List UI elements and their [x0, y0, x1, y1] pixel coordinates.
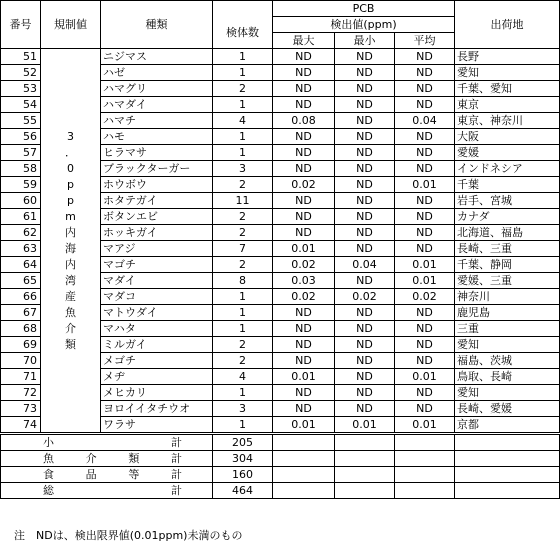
- value-max: ND: [273, 353, 335, 369]
- species-name: ブラックターガー: [101, 161, 213, 177]
- value-avg: ND: [395, 193, 455, 209]
- value-max: ND: [273, 65, 335, 81]
- value-min: ND: [335, 145, 395, 161]
- sample-count: 1: [213, 65, 273, 81]
- value-min: 0.02: [335, 289, 395, 305]
- sample-count: 1: [213, 385, 273, 401]
- sample-count: 1: [213, 417, 273, 434]
- row-number: 74: [1, 417, 41, 434]
- regulation-char: 介: [65, 321, 76, 335]
- species-name: マトウダイ: [101, 305, 213, 321]
- value-avg: ND: [395, 97, 455, 113]
- value-min: ND: [335, 241, 395, 257]
- total-label-char: 魚: [43, 452, 54, 465]
- value-min: ND: [335, 385, 395, 401]
- value-avg: ND: [395, 305, 455, 321]
- species-name: ヒラマサ: [101, 145, 213, 161]
- footnote: 注 NDは、検出限界値(0.01ppm)未満のもの: [14, 529, 243, 542]
- total-empty-cell: [455, 434, 560, 451]
- row-number: 68: [1, 321, 41, 337]
- sample-count: 3: [213, 161, 273, 177]
- value-min: ND: [335, 177, 395, 193]
- total-empty-cell: [273, 467, 335, 483]
- header-min: 最小: [335, 33, 395, 49]
- regulation-value: [41, 49, 101, 434]
- value-min: ND: [335, 273, 395, 289]
- total-label-char: 小: [43, 436, 54, 449]
- value-max: ND: [273, 225, 335, 241]
- regulation-char: p: [67, 193, 74, 207]
- row-number: 66: [1, 289, 41, 305]
- sample-count: 4: [213, 369, 273, 385]
- regulation-char: 類: [65, 337, 76, 351]
- value-max: ND: [273, 321, 335, 337]
- row-number: 58: [1, 161, 41, 177]
- regulation-char: p: [67, 177, 74, 191]
- origin: 三重: [455, 321, 560, 337]
- value-max: 0.02: [273, 177, 335, 193]
- row-number: 62: [1, 225, 41, 241]
- value-max: 0.08: [273, 113, 335, 129]
- species-name: マダイ: [101, 273, 213, 289]
- totals-body: [1, 434, 560, 499]
- regulation-char: 湾: [65, 273, 76, 287]
- value-max: 0.01: [273, 241, 335, 257]
- total-label: [1, 451, 213, 467]
- total-empty-cell: [395, 483, 455, 499]
- value-max: ND: [273, 161, 335, 177]
- species-name: ハゼ: [101, 65, 213, 81]
- species-name: メヂ: [101, 369, 213, 385]
- value-max: ND: [273, 305, 335, 321]
- species-name: メヒカリ: [101, 385, 213, 401]
- total-label: [1, 483, 213, 499]
- origin: 東京、神奈川: [455, 113, 560, 129]
- header-max: 最大: [273, 33, 335, 49]
- value-max: ND: [273, 193, 335, 209]
- row-number: 55: [1, 113, 41, 129]
- row-number: 52: [1, 65, 41, 81]
- value-avg: 0.01: [395, 417, 455, 434]
- value-avg: ND: [395, 129, 455, 145]
- row-number: 53: [1, 81, 41, 97]
- value-min: ND: [335, 97, 395, 113]
- value-max: ND: [273, 129, 335, 145]
- sample-count: 2: [213, 81, 273, 97]
- total-empty-cell: [273, 451, 335, 467]
- sample-count: 2: [213, 257, 273, 273]
- total-empty-cell: [455, 467, 560, 483]
- value-avg: ND: [395, 65, 455, 81]
- value-max: 0.02: [273, 257, 335, 273]
- total-value: 160: [213, 467, 273, 483]
- total-label-char: 類: [128, 452, 140, 465]
- value-max: 0.01: [273, 369, 335, 385]
- origin: 愛媛: [455, 145, 560, 161]
- value-min: ND: [335, 129, 395, 145]
- sample-count: 2: [213, 353, 273, 369]
- value-min: ND: [335, 49, 395, 65]
- sample-count: 1: [213, 289, 273, 305]
- value-avg: ND: [395, 321, 455, 337]
- value-avg: 0.04: [395, 113, 455, 129]
- total-empty-cell: [335, 434, 395, 451]
- value-avg: ND: [395, 385, 455, 401]
- value-min: 0.04: [335, 257, 395, 273]
- total-label-char: 計: [170, 452, 182, 465]
- total-empty-cell: [395, 434, 455, 451]
- header-detected: 検出値(ppm): [273, 17, 455, 33]
- origin: 長野: [455, 49, 560, 65]
- total-label-char: 食: [43, 468, 54, 481]
- value-max: ND: [273, 97, 335, 113]
- value-avg: 0.01: [395, 257, 455, 273]
- table-body: [1, 49, 560, 434]
- value-avg: 0.02: [395, 289, 455, 305]
- total-empty-cell: [273, 434, 335, 451]
- species-name: メゴチ: [101, 353, 213, 369]
- value-avg: 0.01: [395, 369, 455, 385]
- value-min: ND: [335, 369, 395, 385]
- total-label-char: 等: [128, 468, 140, 481]
- value-max: 0.01: [273, 417, 335, 434]
- row-number: 57: [1, 145, 41, 161]
- total-label: [1, 434, 213, 451]
- origin: 愛知: [455, 65, 560, 81]
- value-max: ND: [273, 209, 335, 225]
- row-number: 59: [1, 177, 41, 193]
- total-empty-cell: [395, 451, 455, 467]
- value-avg: ND: [395, 161, 455, 177]
- regulation-char: 産: [65, 289, 76, 303]
- header-origin: 出荷地: [455, 1, 560, 49]
- sample-count: 1: [213, 305, 273, 321]
- species-name: ハマダイ: [101, 97, 213, 113]
- value-max: ND: [273, 385, 335, 401]
- origin: 京都: [455, 417, 560, 434]
- value-avg: ND: [395, 241, 455, 257]
- origin: 千葉、愛知: [455, 81, 560, 97]
- row-number: 70: [1, 353, 41, 369]
- species-name: ハマチ: [101, 113, 213, 129]
- sample-count: 1: [213, 321, 273, 337]
- row-number: 73: [1, 401, 41, 417]
- row-number: 67: [1, 305, 41, 321]
- total-label-char: 品: [85, 468, 97, 481]
- regulation-char: 0: [67, 161, 74, 175]
- value-min: ND: [335, 161, 395, 177]
- header-regulation: 規制値: [41, 1, 101, 49]
- total-label-char: 計: [170, 468, 182, 481]
- value-max: ND: [273, 81, 335, 97]
- species-name: ホウボウ: [101, 177, 213, 193]
- row-number: 72: [1, 385, 41, 401]
- row-number: 69: [1, 337, 41, 353]
- regulation-char: 魚: [65, 305, 76, 319]
- total-value: 304: [213, 451, 273, 467]
- origin: 大阪: [455, 129, 560, 145]
- sample-count: 1: [213, 97, 273, 113]
- origin: 愛媛、三重: [455, 273, 560, 289]
- sample-count: 2: [213, 225, 273, 241]
- species-name: マダコ: [101, 289, 213, 305]
- total-label-char: 計: [171, 436, 182, 449]
- value-avg: ND: [395, 353, 455, 369]
- sample-count: 7: [213, 241, 273, 257]
- table-row: [1, 49, 560, 65]
- sample-count: 4: [213, 113, 273, 129]
- total-value: 205: [213, 434, 273, 451]
- value-min: ND: [335, 337, 395, 353]
- origin: 神奈川: [455, 289, 560, 305]
- origin: 愛知: [455, 337, 560, 353]
- value-avg: 0.01: [395, 177, 455, 193]
- total-empty-cell: [335, 451, 395, 467]
- value-min: ND: [335, 209, 395, 225]
- header-pcb: PCB: [273, 1, 455, 17]
- total-empty-cell: [455, 451, 560, 467]
- total-empty-cell: [455, 483, 560, 499]
- total-row: [1, 467, 560, 483]
- value-avg: ND: [395, 225, 455, 241]
- origin: 東京: [455, 97, 560, 113]
- row-number: 63: [1, 241, 41, 257]
- species-name: ミルガイ: [101, 337, 213, 353]
- row-number: 56: [1, 129, 41, 145]
- row-number: 64: [1, 257, 41, 273]
- species-name: ヨロイイタチウオ: [101, 401, 213, 417]
- value-min: ND: [335, 401, 395, 417]
- sample-count: 2: [213, 209, 273, 225]
- total-row: [1, 483, 560, 499]
- total-empty-cell: [335, 483, 395, 499]
- regulation-char: 3: [67, 129, 74, 143]
- regulation-char: 内: [65, 225, 76, 239]
- value-avg: ND: [395, 49, 455, 65]
- species-name: ワラサ: [101, 417, 213, 434]
- sample-count: 1: [213, 129, 273, 145]
- sample-count: 2: [213, 177, 273, 193]
- species-name: ニジマス: [101, 49, 213, 65]
- total-empty-cell: [395, 467, 455, 483]
- regulation-char: 内: [65, 257, 76, 271]
- header-species: 種類: [101, 1, 213, 49]
- value-max: ND: [273, 145, 335, 161]
- value-min: ND: [335, 225, 395, 241]
- regulation-char: m: [65, 209, 76, 223]
- regulation-char: 海: [65, 241, 76, 255]
- value-min: ND: [335, 193, 395, 209]
- total-empty-cell: [335, 467, 395, 483]
- header-no: 番号: [1, 1, 41, 49]
- total-row: [1, 451, 560, 467]
- value-max: 0.03: [273, 273, 335, 289]
- total-value: 464: [213, 483, 273, 499]
- total-row: [1, 434, 560, 451]
- origin: カナダ: [455, 209, 560, 225]
- origin: 長崎、愛媛: [455, 401, 560, 417]
- total-empty-cell: [273, 483, 335, 499]
- value-min: ND: [335, 305, 395, 321]
- origin: インドネシア: [455, 161, 560, 177]
- header-avg: 平均: [395, 33, 455, 49]
- origin: 鹿児島: [455, 305, 560, 321]
- value-min: ND: [335, 353, 395, 369]
- species-name: ホタテガイ: [101, 193, 213, 209]
- row-number: 54: [1, 97, 41, 113]
- species-name: マハタ: [101, 321, 213, 337]
- total-label-char: 介: [85, 452, 97, 465]
- value-max: ND: [273, 337, 335, 353]
- species-name: ボタンエビ: [101, 209, 213, 225]
- value-avg: ND: [395, 337, 455, 353]
- sample-count: 3: [213, 401, 273, 417]
- value-min: 0.01: [335, 417, 395, 434]
- origin: 千葉: [455, 177, 560, 193]
- origin: 福島、茨城: [455, 353, 560, 369]
- regulation-char: ．: [65, 145, 76, 159]
- value-avg: ND: [395, 145, 455, 161]
- value-max: ND: [273, 401, 335, 417]
- sample-count: 2: [213, 337, 273, 353]
- row-number: 51: [1, 49, 41, 65]
- species-name: マアジ: [101, 241, 213, 257]
- value-min: ND: [335, 113, 395, 129]
- value-min: ND: [335, 65, 395, 81]
- header-count: 検体数: [213, 17, 273, 49]
- species-name: ホッキガイ: [101, 225, 213, 241]
- sample-count: 1: [213, 49, 273, 65]
- value-max: ND: [273, 49, 335, 65]
- value-min: ND: [335, 81, 395, 97]
- total-label-char: 総: [43, 484, 54, 497]
- total-label-char: 計: [171, 484, 182, 497]
- sample-count: 11: [213, 193, 273, 209]
- row-number: 71: [1, 369, 41, 385]
- total-label: [1, 467, 213, 483]
- origin: 岩手、宮城: [455, 193, 560, 209]
- origin: 愛知: [455, 385, 560, 401]
- value-min: ND: [335, 321, 395, 337]
- header-count-top: [213, 1, 273, 17]
- value-avg: ND: [395, 401, 455, 417]
- row-number: 65: [1, 273, 41, 289]
- value-avg: ND: [395, 209, 455, 225]
- value-max: 0.02: [273, 289, 335, 305]
- species-name: ハマグリ: [101, 81, 213, 97]
- row-number: 60: [1, 193, 41, 209]
- origin: 千葉、静岡: [455, 257, 560, 273]
- origin: 鳥取、長崎: [455, 369, 560, 385]
- origin: 北海道、福島: [455, 225, 560, 241]
- origin: 長崎、三重: [455, 241, 560, 257]
- sample-count: 8: [213, 273, 273, 289]
- sample-count: 1: [213, 145, 273, 161]
- species-name: マゴチ: [101, 257, 213, 273]
- species-name: ハモ: [101, 129, 213, 145]
- value-avg: ND: [395, 81, 455, 97]
- value-avg: 0.01: [395, 273, 455, 289]
- row-number: 61: [1, 209, 41, 225]
